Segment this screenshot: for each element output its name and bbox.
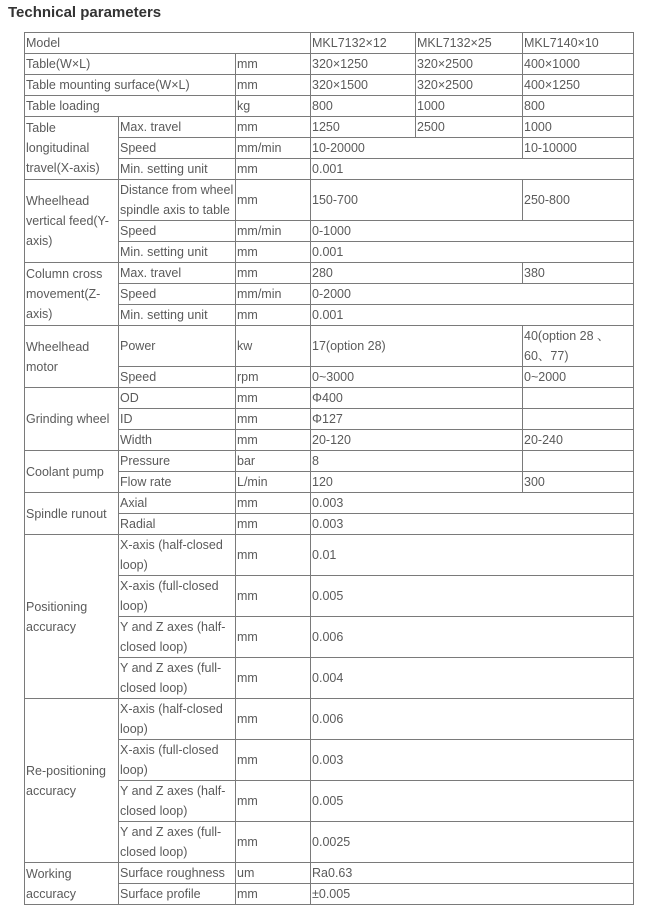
- page-title: Technical parameters: [8, 4, 162, 21]
- param-label: Flow rate: [119, 472, 236, 493]
- group-label: Positioning accuracy: [25, 535, 119, 699]
- value-cell: 400×1250: [523, 75, 634, 96]
- value-cell: 0.001: [311, 242, 634, 263]
- value-cell: 0~2000: [523, 367, 634, 388]
- value-cell: 2500: [416, 117, 523, 138]
- unit-cell: mm: [236, 884, 311, 905]
- unit-cell: um: [236, 863, 311, 884]
- param-label: Radial: [119, 514, 236, 535]
- value-cell: 400×1000: [523, 54, 634, 75]
- unit-cell: mm/min: [236, 284, 311, 305]
- param-label: Max. travel: [119, 263, 236, 284]
- unit-cell: mm/min: [236, 221, 311, 242]
- value-cell: 0-1000: [311, 221, 634, 242]
- param-label: Table(W×L): [25, 54, 236, 75]
- table-row: [25, 388, 634, 409]
- unit-cell: bar: [236, 451, 311, 472]
- model-name: MKL7132×12: [311, 33, 416, 54]
- param-label: Max. travel: [119, 117, 236, 138]
- param-label: Axial: [119, 493, 236, 514]
- param-label: Power: [119, 326, 236, 367]
- unit-cell: mm: [236, 388, 311, 409]
- value-cell: 0.0025: [311, 822, 634, 863]
- model-label: Model: [25, 33, 311, 54]
- value-cell: 10-10000: [523, 138, 634, 159]
- unit-cell: mm: [236, 535, 311, 576]
- group-label: Grinding wheel: [25, 388, 119, 451]
- param-label: ID: [119, 409, 236, 430]
- unit-cell: mm: [236, 242, 311, 263]
- table-row: [25, 263, 634, 284]
- table-row: [25, 699, 634, 740]
- unit-cell: mm: [236, 781, 311, 822]
- param-label: Min. setting unit: [119, 242, 236, 263]
- value-cell: Φ400: [311, 388, 523, 409]
- value-cell: 0.003: [311, 493, 634, 514]
- value-cell: 40(option 28 、60、77): [523, 326, 634, 367]
- table-row: [25, 75, 634, 96]
- param-label: Surface profile: [119, 884, 236, 905]
- value-cell: 800: [523, 96, 634, 117]
- unit-cell: rpm: [236, 367, 311, 388]
- unit-cell: mm: [236, 117, 311, 138]
- value-cell: 0.006: [311, 617, 634, 658]
- unit-cell: mm: [236, 740, 311, 781]
- param-label: Y and Z axes (half-closed loop): [119, 781, 236, 822]
- param-label: Y and Z axes (full-closed loop): [119, 658, 236, 699]
- value-cell: 20-240: [523, 430, 634, 451]
- value-cell: 0.005: [311, 781, 634, 822]
- value-cell: 320×2500: [416, 75, 523, 96]
- value-cell: 10-20000: [311, 138, 523, 159]
- value-cell: 0.005: [311, 576, 634, 617]
- param-label: X-axis (full-closed loop): [119, 740, 236, 781]
- empty-cell: [523, 388, 634, 409]
- unit-cell: mm: [236, 159, 311, 180]
- value-cell: 0~3000: [311, 367, 523, 388]
- unit-cell: mm: [236, 305, 311, 326]
- table-row: [25, 493, 634, 514]
- value-cell: Ra0.63: [311, 863, 634, 884]
- param-label: Speed: [119, 284, 236, 305]
- unit-cell: mm: [236, 617, 311, 658]
- unit-cell: kw: [236, 326, 311, 367]
- unit-cell: mm: [236, 514, 311, 535]
- table-row: [25, 451, 634, 472]
- unit-cell: mm: [236, 180, 311, 221]
- unit-cell: mm/min: [236, 138, 311, 159]
- technical-parameters-table: [24, 32, 634, 905]
- table-row: [25, 863, 634, 884]
- empty-cell: [523, 451, 634, 472]
- value-cell: 0.006: [311, 699, 634, 740]
- value-cell: 0.01: [311, 535, 634, 576]
- value-cell: 0-2000: [311, 284, 634, 305]
- param-label: Pressure: [119, 451, 236, 472]
- table-row: [25, 96, 634, 117]
- param-label: X-axis (half-closed loop): [119, 535, 236, 576]
- table-row: [25, 54, 634, 75]
- table-row: [25, 180, 634, 221]
- value-cell: 17(option 28): [311, 326, 523, 367]
- empty-cell: [523, 409, 634, 430]
- param-label: Min. setting unit: [119, 159, 236, 180]
- unit-cell: mm: [236, 75, 311, 96]
- value-cell: 320×1250: [311, 54, 416, 75]
- group-label: Working accuracy: [25, 863, 119, 905]
- value-cell: 8: [311, 451, 523, 472]
- unit-cell: mm: [236, 430, 311, 451]
- value-cell: 120: [311, 472, 523, 493]
- param-label: X-axis (half-closed loop): [119, 699, 236, 740]
- value-cell: 380: [523, 263, 634, 284]
- param-label: Speed: [119, 138, 236, 159]
- table-row: [25, 33, 634, 54]
- table-row: [25, 535, 634, 576]
- param-label: Y and Z axes (full-closed loop): [119, 822, 236, 863]
- group-label: Wheelhead vertical feed(Y-axis): [25, 180, 119, 263]
- value-cell: 0.003: [311, 514, 634, 535]
- value-cell: 0.001: [311, 159, 634, 180]
- param-label: Speed: [119, 221, 236, 242]
- value-cell: 0.004: [311, 658, 634, 699]
- group-label: Coolant pump: [25, 451, 119, 493]
- value-cell: 320×2500: [416, 54, 523, 75]
- value-cell: 0.003: [311, 740, 634, 781]
- value-cell: Φ127: [311, 409, 523, 430]
- param-label: X-axis (full-closed loop): [119, 576, 236, 617]
- value-cell: 0.001: [311, 305, 634, 326]
- unit-cell: mm: [236, 822, 311, 863]
- value-cell: 320×1500: [311, 75, 416, 96]
- value-cell: 1000: [416, 96, 523, 117]
- param-label: Y and Z axes (half-closed loop): [119, 617, 236, 658]
- unit-cell: mm: [236, 54, 311, 75]
- param-label: Distance from wheel spindle axis to table: [119, 180, 236, 221]
- value-cell: 300: [523, 472, 634, 493]
- unit-cell: mm: [236, 263, 311, 284]
- table-row: [25, 326, 634, 367]
- model-name: MKL7132×25: [416, 33, 523, 54]
- param-label: Min. setting unit: [119, 305, 236, 326]
- unit-cell: mm: [236, 576, 311, 617]
- group-label: Table longitudinal travel(X-axis): [25, 117, 119, 180]
- param-label: Table mounting surface(W×L): [25, 75, 236, 96]
- unit-cell: kg: [236, 96, 311, 117]
- unit-cell: mm: [236, 658, 311, 699]
- value-cell: 1250: [311, 117, 416, 138]
- value-cell: ±0.005: [311, 884, 634, 905]
- group-label: Wheelhead motor: [25, 326, 119, 388]
- param-label: Surface roughness: [119, 863, 236, 884]
- param-label: OD: [119, 388, 236, 409]
- value-cell: 1000: [523, 117, 634, 138]
- table-row: [25, 117, 634, 138]
- value-cell: 800: [311, 96, 416, 117]
- unit-cell: mm: [236, 699, 311, 740]
- unit-cell: mm: [236, 493, 311, 514]
- value-cell: 250-800: [523, 180, 634, 221]
- param-label: Width: [119, 430, 236, 451]
- group-label: Spindle runout: [25, 493, 119, 535]
- group-label: Column cross movement(Z-axis): [25, 263, 119, 326]
- param-label: Table loading: [25, 96, 236, 117]
- param-label: Speed: [119, 367, 236, 388]
- value-cell: 20-120: [311, 430, 523, 451]
- value-cell: 150-700: [311, 180, 523, 221]
- unit-cell: L/min: [236, 472, 311, 493]
- value-cell: 280: [311, 263, 523, 284]
- model-name: MKL7140×10: [523, 33, 634, 54]
- group-label: Re-positioning accuracy: [25, 699, 119, 863]
- unit-cell: mm: [236, 409, 311, 430]
